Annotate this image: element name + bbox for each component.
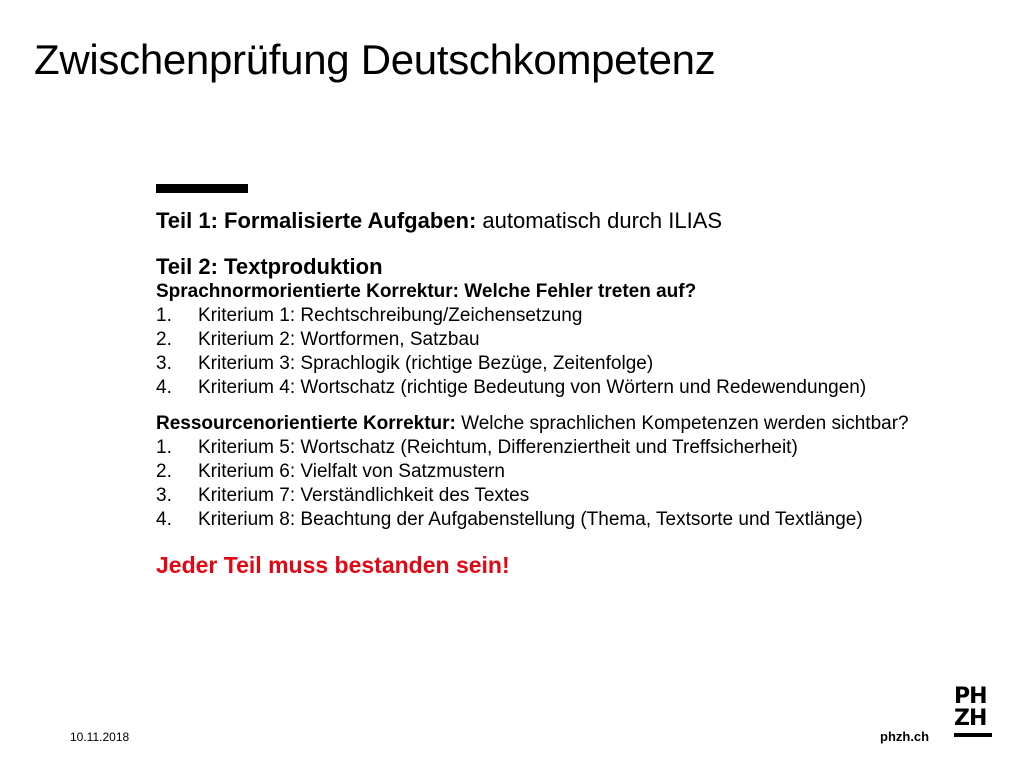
list-number: 4. xyxy=(156,377,172,398)
list-item xyxy=(156,352,976,376)
list-text: Kriterium 1: Rechtschreibung/Zeichensetzung xyxy=(198,305,583,326)
warning-text: Jeder Teil muss bestanden sein! xyxy=(156,552,510,578)
list-number: 1. xyxy=(156,437,172,458)
list-text: Kriterium 8: Beachtung der Aufgabenstellung (Thema, Textsorte und Textlänge) xyxy=(198,509,863,530)
list-text: Kriterium 6: Vielfalt von Satzmustern xyxy=(198,461,505,482)
list-item xyxy=(156,304,976,328)
list-number: 1. xyxy=(156,305,172,326)
list-text: Kriterium 3: Sprachlogik (richtige Bezüge, Zeitenfolge) xyxy=(198,353,654,374)
teil1-label: Teil 1: Formalisierte Aufgaben: xyxy=(156,208,477,233)
teil2-subheading xyxy=(156,280,976,304)
accent-bar xyxy=(156,184,248,193)
list-number: 3. xyxy=(156,485,172,506)
list-item xyxy=(156,376,976,400)
footer-date: 10.11.2018 xyxy=(70,730,130,744)
list-text: Kriterium 5: Wortschatz (Reichtum, Differenziertheit und Treffsicherheit) xyxy=(198,437,798,458)
teil1-text: automatisch durch ILIAS xyxy=(476,208,723,233)
ressourcen-text: Welche sprachlichen Kompetenzen werden sichtbar? xyxy=(455,413,909,434)
list-item xyxy=(156,328,976,352)
logo-line-2: ZH xyxy=(954,706,987,731)
teil2-heading: Teil 2: Textproduktion xyxy=(156,254,383,279)
list-item xyxy=(156,508,976,532)
ressourcen-label: Ressourcenorientierte Korrektur: xyxy=(156,413,456,434)
list-text: Kriterium 4: Wortschatz (richtige Bedeutung von Wörtern und Redewendungen) xyxy=(198,377,867,398)
logo-line-1: PH xyxy=(954,684,987,709)
list-number: 3. xyxy=(156,353,172,374)
list-text: Kriterium 2: Wortformen, Satzbau xyxy=(198,329,480,350)
ressourcen-list xyxy=(156,436,976,532)
teil2-subheading-text: Sprachnormorientierte Korrektur: Welche Fehler treten auf? xyxy=(156,281,697,302)
logo-underline xyxy=(954,733,992,737)
list-item xyxy=(156,484,976,508)
list-number: 2. xyxy=(156,329,172,350)
slide-content xyxy=(156,206,976,580)
footer-website[interactable]: phzh.ch xyxy=(880,729,930,744)
list-number: 4. xyxy=(156,509,172,530)
list-item xyxy=(156,436,976,460)
ressourcen-heading xyxy=(156,412,976,436)
phzh-logo xyxy=(954,686,994,737)
list-item xyxy=(156,460,976,484)
teil1-line xyxy=(156,206,976,236)
teil2-list xyxy=(156,304,976,400)
list-number: 2. xyxy=(156,461,172,482)
list-text: Kriterium 7: Verständlichkeit des Textes xyxy=(198,485,530,506)
slide-title: Zwischenprüfung Deutschkompetenz xyxy=(34,36,716,83)
